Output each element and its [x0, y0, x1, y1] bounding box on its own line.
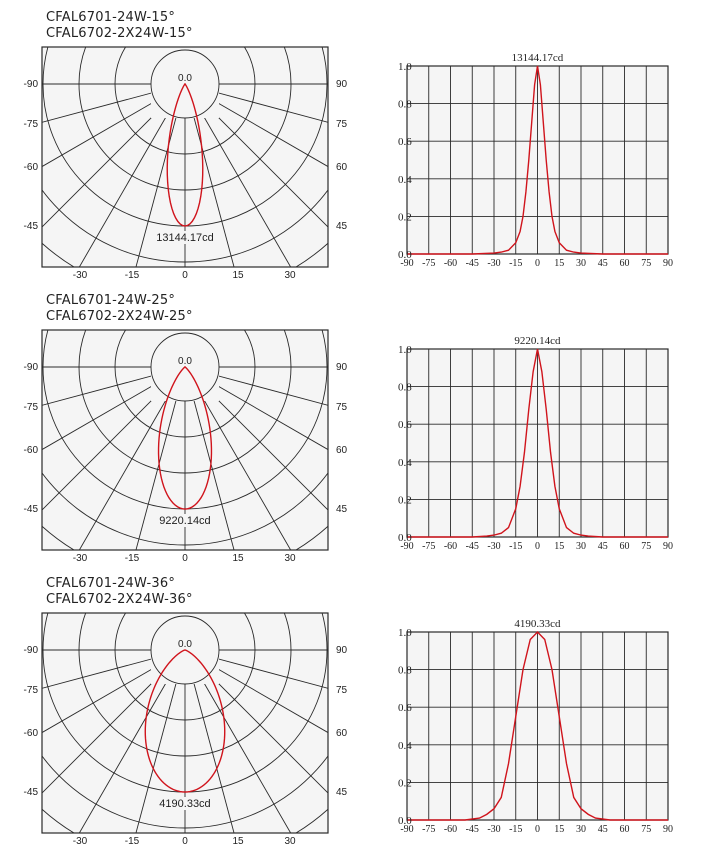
chart-y-tick-label: 0.8: [398, 98, 412, 111]
polar-left-label: -60: [23, 728, 38, 739]
polar-bottom-label: 0: [182, 270, 188, 281]
chart-x-tick-label: -75: [422, 541, 436, 552]
chart-y-tick-label: 0.2: [398, 211, 412, 224]
polar-bottom-label: -30: [72, 836, 88, 847]
chart-x-tick-label: -15: [509, 541, 523, 552]
polar-bottom-label: -15: [124, 553, 140, 564]
chart-x-tick-label: -60: [443, 258, 458, 269]
chart-x-tick-label: 90: [663, 258, 673, 269]
chart-x-tick-label: 45: [597, 541, 608, 552]
polar-left-label: -90: [23, 362, 38, 373]
polar-bottom-label: -15: [124, 270, 140, 281]
polar-bottom-label: 30: [284, 836, 296, 847]
chart-y-tick-label: 0.0: [398, 532, 412, 544]
polar-peak-label: 13144.17cd: [156, 232, 214, 244]
chart-x-tick-label: 15: [554, 824, 565, 835]
chart-x-tick-label: -45: [465, 541, 479, 552]
polar-right-label: 60: [336, 162, 348, 173]
chart-x-tick-label: -90: [400, 824, 414, 835]
chart-y-tick-label: 0.2: [398, 494, 412, 507]
chart-x-tick-label: -75: [422, 824, 436, 835]
polar-left-label: -75: [23, 119, 38, 130]
chart-x-tick-label: -30: [487, 541, 501, 552]
polar-left-label: -90: [23, 79, 38, 90]
chart-x-tick-label: 90: [663, 824, 673, 835]
chart-x-tick-label: 30: [576, 258, 586, 269]
polar-right-label: 60: [336, 728, 348, 739]
model-title-1: CFAL6701-24W-25°: [46, 293, 176, 308]
model-title-2: CFAL6702-2X24W-25°: [46, 309, 193, 324]
chart-x-tick-label: -60: [443, 824, 458, 835]
polar-center-label: 0.0: [178, 73, 192, 84]
chart-y-tick-label: 0.6: [398, 419, 412, 432]
chart-x-tick-label: 45: [597, 258, 608, 269]
chart-x-tick-label: 15: [554, 258, 565, 269]
polar-bottom-label: 0: [182, 836, 188, 847]
photometric-block-1: [0, 0, 709, 283]
chart-x-tick-label: 60: [619, 824, 630, 835]
polar-left-label: -45: [23, 787, 38, 798]
chart-y-tick-label: 0.4: [398, 456, 412, 469]
chart-y-tick-label: 0.8: [398, 664, 412, 677]
chart-y-tick-label: 1.0: [398, 627, 412, 639]
polar-right-label: 75: [336, 119, 348, 130]
chart-x-tick-label: 60: [619, 541, 630, 552]
chart-x-tick-label: -90: [400, 258, 414, 269]
chart-x-tick-label: -30: [487, 824, 501, 835]
polar-bottom-label: -15: [124, 836, 140, 847]
polar-peak-label: 4190.33cd: [159, 798, 211, 810]
chart-x-tick-label: -90: [400, 541, 414, 552]
photometric-block-3: [0, 566, 709, 849]
chart-y-tick-label: 0.8: [398, 381, 412, 394]
chart-x-tick-label: 60: [619, 258, 630, 269]
chart-y-tick-label: 0.0: [398, 249, 412, 261]
polar-bottom-label: 15: [232, 553, 244, 564]
polar-bottom-label: 0: [182, 553, 188, 564]
polar-right-label: 90: [336, 645, 348, 656]
intensity-chart: [0, 283, 709, 566]
polar-bottom-label: -30: [72, 553, 88, 564]
chart-y-tick-label: 1.0: [398, 61, 412, 73]
chart-x-tick-label: 75: [641, 258, 652, 269]
chart-x-tick-label: -15: [509, 258, 523, 269]
chart-y-tick-label: 0.2: [398, 777, 412, 790]
polar-center-label: 0.0: [178, 356, 192, 367]
polar-peak-label: 9220.14cd: [159, 515, 211, 527]
polar-bottom-label: 30: [284, 270, 296, 281]
polar-left-label: -60: [23, 445, 38, 456]
model-title-1: CFAL6701-24W-15°: [46, 10, 176, 25]
chart-y-tick-label: 0.4: [398, 739, 412, 752]
chart-x-tick-label: 30: [576, 541, 586, 552]
polar-right-label: 75: [336, 685, 348, 696]
chart-title: 4190.33cd: [514, 618, 561, 630]
polar-bottom-label: 30: [284, 553, 296, 564]
model-title-1: CFAL6701-24W-36°: [46, 576, 176, 591]
model-title-2: CFAL6702-2X24W-15°: [46, 26, 193, 41]
chart-x-tick-label: 90: [663, 541, 673, 552]
polar-left-label: -75: [23, 685, 38, 696]
polar-left-label: -45: [23, 221, 38, 232]
model-title-2: CFAL6702-2X24W-36°: [46, 592, 193, 607]
polar-center-label: 0.0: [178, 639, 192, 650]
chart-y-tick-label: 1.0: [398, 344, 412, 356]
chart-x-tick-label: -45: [465, 258, 479, 269]
polar-left-label: -60: [23, 162, 38, 173]
chart-y-tick-label: 0.4: [398, 173, 412, 186]
chart-x-tick-label: 15: [554, 541, 565, 552]
intensity-chart: [0, 566, 709, 849]
chart-y-tick-label: 0.6: [398, 136, 412, 149]
chart-x-tick-label: 45: [597, 824, 608, 835]
polar-right-label: 90: [336, 362, 348, 373]
chart-y-tick-label: 0.0: [398, 815, 412, 827]
polar-bottom-label: 15: [232, 270, 244, 281]
chart-x-tick-label: -30: [487, 258, 501, 269]
polar-left-label: -75: [23, 402, 38, 413]
polar-left-label: -90: [23, 645, 38, 656]
chart-x-tick-label: 0: [535, 541, 540, 552]
photometric-block-2: [0, 283, 709, 566]
chart-y-tick-label: 0.6: [398, 702, 412, 715]
chart-x-tick-label: 75: [641, 541, 652, 552]
polar-right-label: 75: [336, 402, 348, 413]
polar-right-label: 90: [336, 79, 348, 90]
chart-title: 13144.17cd: [511, 52, 564, 64]
chart-x-tick-label: 0: [535, 258, 540, 269]
polar-right-label: 45: [336, 787, 348, 798]
chart-x-tick-label: -75: [422, 258, 436, 269]
polar-bottom-label: 15: [232, 836, 244, 847]
polar-right-label: 45: [336, 221, 348, 232]
chart-x-tick-label: 30: [576, 824, 586, 835]
polar-right-label: 45: [336, 504, 348, 515]
polar-right-label: 60: [336, 445, 348, 456]
chart-x-tick-label: -15: [509, 824, 523, 835]
chart-x-tick-label: -45: [465, 824, 479, 835]
chart-x-tick-label: 0: [535, 824, 540, 835]
chart-x-tick-label: 75: [641, 824, 652, 835]
chart-title: 9220.14cd: [514, 335, 561, 347]
polar-bottom-label: -30: [72, 270, 88, 281]
polar-left-label: -45: [23, 504, 38, 515]
chart-x-tick-label: -60: [443, 541, 458, 552]
intensity-chart: [0, 0, 709, 283]
